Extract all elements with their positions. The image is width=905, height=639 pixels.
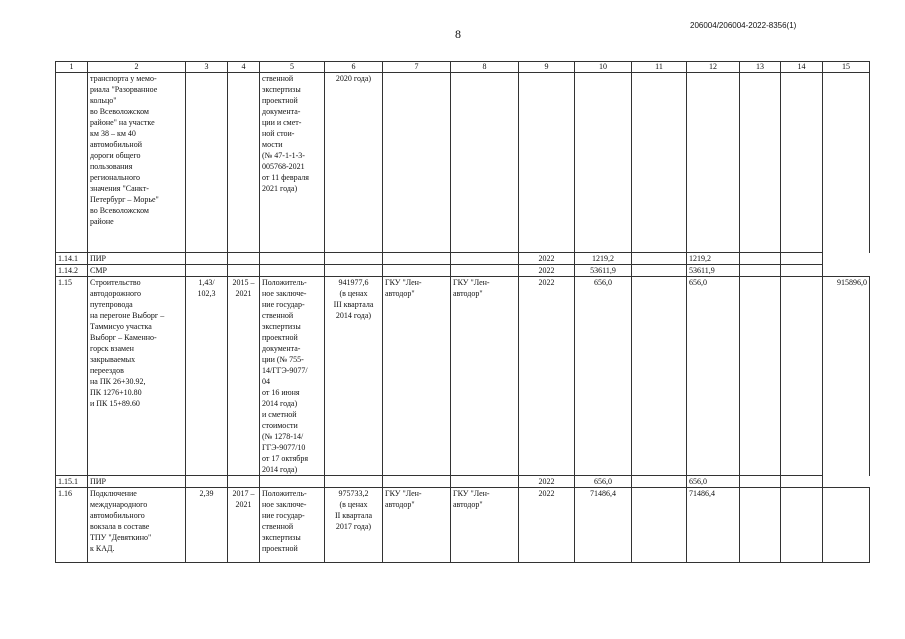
cell bbox=[186, 265, 228, 277]
cell bbox=[740, 488, 781, 563]
cell: 2015 – 2021 bbox=[228, 277, 260, 476]
cell: 656,0 bbox=[687, 476, 740, 488]
cell bbox=[186, 253, 228, 265]
cell: ГКУ "Лен- автодор" bbox=[383, 488, 451, 563]
cell bbox=[56, 73, 88, 253]
cell bbox=[781, 253, 823, 265]
cell bbox=[740, 265, 781, 277]
cell bbox=[823, 488, 870, 563]
cell bbox=[325, 476, 383, 488]
cell bbox=[228, 253, 260, 265]
cell bbox=[632, 73, 687, 253]
cell bbox=[228, 476, 260, 488]
cell: 2,39 bbox=[186, 488, 228, 563]
cell bbox=[632, 488, 687, 563]
cell: ПИР bbox=[88, 476, 186, 488]
cell bbox=[740, 277, 781, 476]
cell bbox=[186, 73, 228, 253]
cell: 656,0 bbox=[575, 277, 632, 476]
cell bbox=[519, 73, 575, 253]
cell bbox=[632, 265, 687, 277]
col-header: 13 bbox=[740, 62, 781, 73]
col-header: 2 bbox=[88, 62, 186, 73]
cell bbox=[451, 265, 519, 277]
cell: 2020 года) bbox=[325, 73, 383, 253]
cell bbox=[451, 253, 519, 265]
cell: 2022 bbox=[519, 253, 575, 265]
cell: 1.15.1 bbox=[56, 476, 88, 488]
cell bbox=[575, 73, 632, 253]
cell bbox=[687, 73, 740, 253]
table-row-1-14-2 bbox=[56, 265, 870, 277]
column-number-row bbox=[56, 62, 870, 73]
col-header: 12 bbox=[687, 62, 740, 73]
cell bbox=[383, 265, 451, 277]
cell bbox=[740, 253, 781, 265]
cell bbox=[260, 265, 325, 277]
cell bbox=[823, 265, 870, 277]
cell: 53611,9 bbox=[575, 265, 632, 277]
col-header: 1 bbox=[56, 62, 88, 73]
col-header: 14 bbox=[781, 62, 823, 73]
cell bbox=[781, 73, 823, 253]
cell bbox=[383, 73, 451, 253]
page-number: 8 bbox=[455, 27, 461, 41]
col-header: 6 bbox=[325, 62, 383, 73]
table-row-1-15-1 bbox=[56, 476, 870, 488]
cell: 1.15 bbox=[56, 277, 88, 476]
cell bbox=[823, 476, 870, 488]
cell bbox=[325, 265, 383, 277]
cell: Подключение международного автомобильного вокзала в составе ТПУ "Девяткино" к КАД. bbox=[88, 488, 186, 563]
cell bbox=[632, 476, 687, 488]
cell bbox=[781, 277, 823, 476]
cell bbox=[260, 476, 325, 488]
cell: ственной экспертизы проектной документа- ции и смет- ной стои- мости (№ 47-1-1-3- 005768-2021 от 11 февраля 2021 года) bbox=[260, 73, 325, 253]
table-row-1-14-1 bbox=[56, 253, 870, 265]
cell bbox=[632, 253, 687, 265]
document-number: 206004/206004-2022-8356(1) bbox=[690, 21, 797, 30]
cell bbox=[451, 73, 519, 253]
cell: 71486,4 bbox=[575, 488, 632, 563]
cell: 941977,6 (в ценах III квартала 2014 года) bbox=[325, 277, 383, 476]
cell: Положитель- ное заключе- ние государ- ственной экспертизы проектной bbox=[260, 488, 325, 563]
cell: 2017 – 2021 bbox=[228, 488, 260, 563]
cell bbox=[823, 253, 870, 265]
cell: 53611,9 bbox=[687, 265, 740, 277]
table-row-continuation bbox=[56, 73, 870, 253]
col-header: 4 bbox=[228, 62, 260, 73]
cell: ГКУ "Лен- автодор" bbox=[451, 277, 519, 476]
cell: ПИР bbox=[88, 253, 186, 265]
cell bbox=[781, 265, 823, 277]
cell bbox=[228, 73, 260, 253]
cell: 656,0 bbox=[687, 277, 740, 476]
col-header: 10 bbox=[575, 62, 632, 73]
cell bbox=[383, 476, 451, 488]
col-header: 9 bbox=[519, 62, 575, 73]
program-table bbox=[55, 61, 867, 563]
table-row-1-15 bbox=[56, 277, 870, 476]
cell: 2022 bbox=[519, 476, 575, 488]
cell bbox=[740, 476, 781, 488]
cell: ГКУ "Лен- автодор" bbox=[383, 277, 451, 476]
cell bbox=[823, 73, 870, 253]
cell: СМР bbox=[88, 265, 186, 277]
cell: 1.14.2 bbox=[56, 265, 88, 277]
cell bbox=[325, 253, 383, 265]
cell: 975733,2 (в ценах II квартала 2017 года) bbox=[325, 488, 383, 563]
cell: 1.16 bbox=[56, 488, 88, 563]
cell: 2022 bbox=[519, 265, 575, 277]
cell bbox=[228, 265, 260, 277]
cell: Положитель- ное заключе- ние государ- ственной экспертизы проектной документа- ции (№ 755- 14/ГГЭ-9077/ 04 от 16 июня 2014 года) и сметной стоимости (№ 1278-14/ ГГЭ-9077/10 от 17 октября 2014 года) bbox=[260, 277, 325, 476]
cell: 915896,0 bbox=[823, 277, 870, 476]
cell bbox=[632, 277, 687, 476]
cell: 2022 bbox=[519, 277, 575, 476]
cell bbox=[740, 73, 781, 253]
cell: 2022 bbox=[519, 488, 575, 563]
cell bbox=[781, 488, 823, 563]
cell: 1.14.1 bbox=[56, 253, 88, 265]
cell bbox=[383, 253, 451, 265]
cell: ГКУ "Лен- автодор" bbox=[451, 488, 519, 563]
cell: 1,43/ 102,3 bbox=[186, 277, 228, 476]
table-row-1-16 bbox=[56, 488, 870, 563]
cell: Строительство автодорожного путепровода на перегоне Выборг – Таммисуо участка Выборг – Каменно- горск взамен закрываемых переездов на ПК 26+30.92, ПК 1276+10.80 и ПК 15+89.60 bbox=[88, 277, 186, 476]
col-header: 3 bbox=[186, 62, 228, 73]
cell: 1219,2 bbox=[575, 253, 632, 265]
cell: транспорта у мемо- риала "Разорванное кольцо" во Всеволожском районе" на участке км 38 – км 40 автомобильной дороги общего пользования регионального значения "Санкт- Петербург – Морье" во Всеволожском районе bbox=[88, 73, 186, 253]
cell: 656,0 bbox=[575, 476, 632, 488]
col-header: 15 bbox=[823, 62, 870, 73]
cell bbox=[451, 476, 519, 488]
cell bbox=[781, 476, 823, 488]
cell bbox=[260, 253, 325, 265]
col-header: 11 bbox=[632, 62, 687, 73]
cell bbox=[186, 476, 228, 488]
cell: 71486,4 bbox=[687, 488, 740, 563]
col-header: 8 bbox=[451, 62, 519, 73]
cell: 1219,2 bbox=[687, 253, 740, 265]
col-header: 7 bbox=[383, 62, 451, 73]
col-header: 5 bbox=[260, 62, 325, 73]
